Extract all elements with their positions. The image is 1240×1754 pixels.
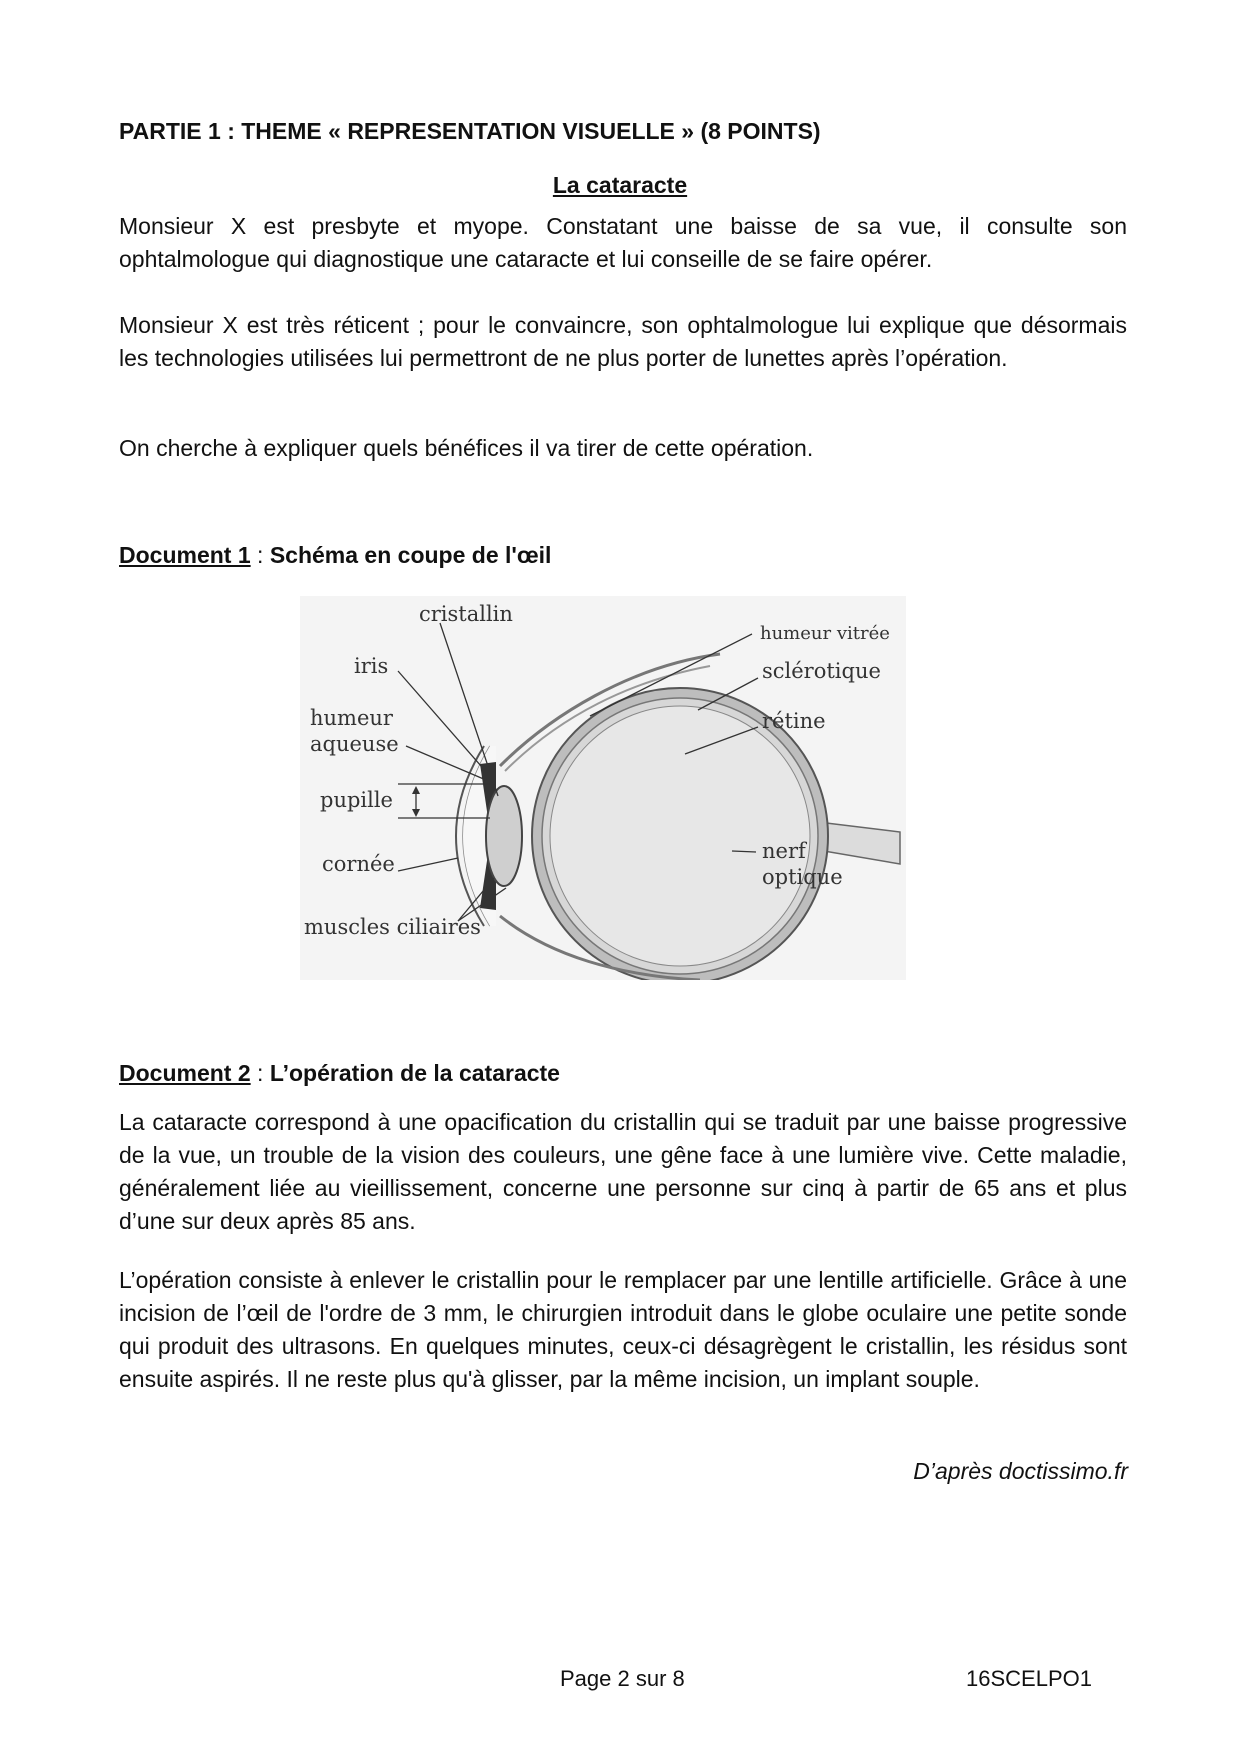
document2-paragraph-1: La cataracte correspond à une opacification du cristallin qui se traduit par une baisse progressive de la vue, un trouble de la vision des couleurs, une gêne face à une lumière vive. Cette maladie, généralement liée au vieillissement, concerne une personne sur cinq à partir de 65 ans et plus d’une sur deux après 85 ans. — [119, 1109, 1127, 1234]
eye-diagram-svg — [300, 596, 906, 980]
document1-separator: : — [250, 542, 270, 568]
document1-title: Schéma en coupe de l'œil — [269, 542, 552, 568]
source-citation: D’après doctissimo.fr — [913, 1458, 1128, 1484]
document1-heading — [119, 542, 551, 569]
label-retine: rétine — [762, 709, 826, 733]
label-cristallin: cristallin — [419, 602, 513, 626]
page-number: Page 2 sur 8 — [560, 1666, 685, 1691]
document2-paragraph-2: L’opération consiste à enlever le cristallin pour le remplacer par une lentille artificielle. Grâce à une incision de l’œil de l'ordre de 3 mm, le chirurgien introduit dans le globe oculaire une petite sonde qui produit des ultrasons. En quelques minutes, ceux-ci désagrègent le cristallin, les résidus sont ensuite aspirés. Il ne reste plus qu'à glisser, par la même incision, un implant souple. — [119, 1267, 1127, 1392]
label-humeur-aqueuse-1: humeur — [310, 706, 393, 730]
document2-title: L’opération de la cataracte — [269, 1060, 560, 1086]
label-muscles-ciliaires: muscles ciliaires — [304, 915, 481, 939]
exam-code: 16SCELPO1 — [966, 1666, 1092, 1691]
label-nerf-optique-1: nerf — [762, 839, 806, 863]
label-cornee: cornée — [322, 852, 395, 876]
section-heading: PARTIE 1 : THEME « REPRESENTATION VISUELLE » (8 POINTS) — [119, 118, 821, 144]
label-sclerotique: sclérotique — [762, 659, 881, 683]
label-iris: iris — [354, 654, 389, 678]
document2-heading — [119, 1060, 560, 1087]
label-humeur-vitree: humeur vitrée — [760, 623, 890, 644]
document1-label: Document 1 — [119, 542, 251, 568]
vitreous-shape — [550, 706, 810, 966]
label-pupille: pupille — [320, 788, 393, 812]
eye-diagram — [300, 596, 906, 980]
intro-paragraph-1: Monsieur X est presbyte et myope. Constatant une baisse de sa vue, il consulte son ophtalmologue qui diagnostique une cataracte et lui conseille de se faire opérer. — [119, 213, 1127, 272]
label-humeur-aqueuse-2: aqueuse — [310, 732, 399, 756]
document2-label: Document 2 — [119, 1060, 251, 1086]
document2-separator: : — [250, 1060, 270, 1086]
lens-shape — [486, 786, 522, 886]
label-nerf-optique-2: optique — [762, 865, 843, 889]
intro-paragraph-3: On cherche à expliquer quels bénéfices il va tirer de cette opération. — [119, 435, 814, 461]
intro-paragraph-2: Monsieur X est très réticent ; pour le convaincre, son ophtalmologue lui explique que désormais les technologies utilisées lui permettront de ne plus porter de lunettes après l’opération. — [119, 312, 1127, 371]
page-title: La cataracte — [552, 172, 688, 198]
